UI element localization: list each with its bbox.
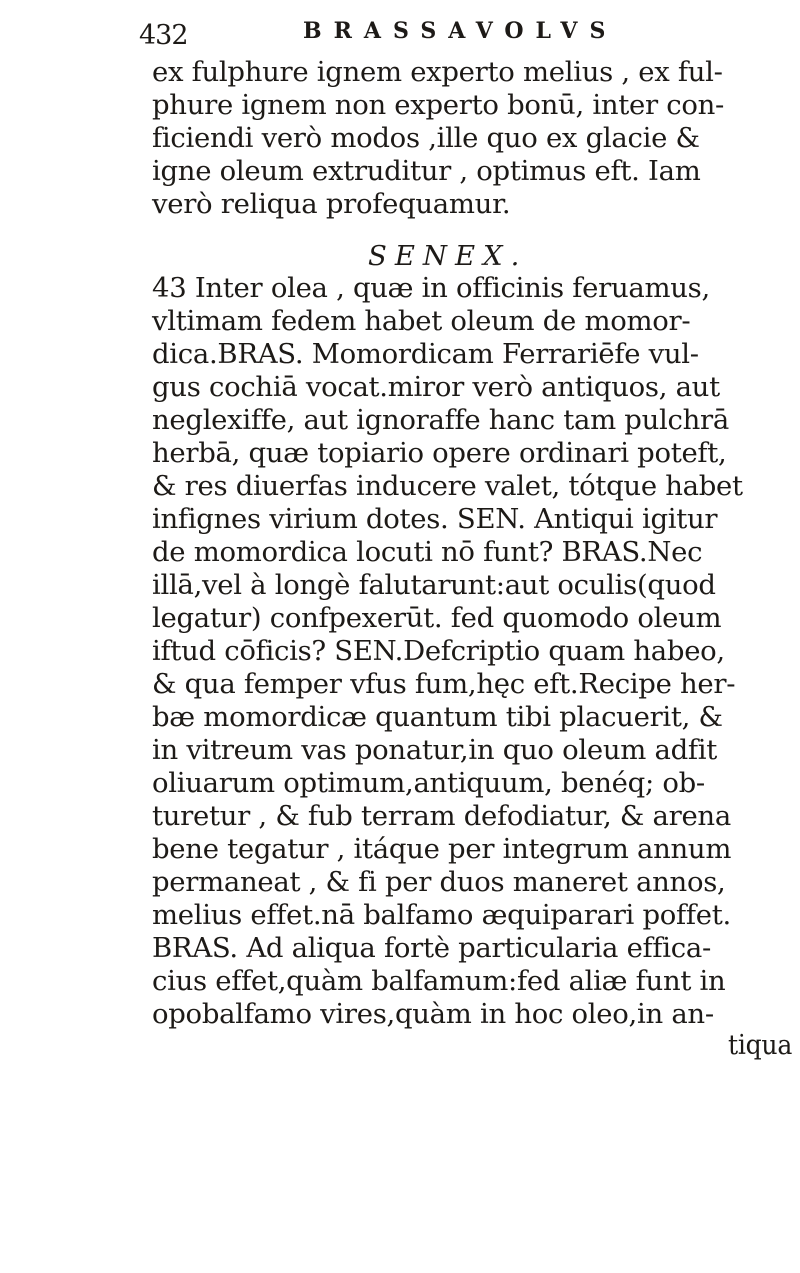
text-line: melius effet.nā balfamo æquiparari poffet. xyxy=(152,899,731,931)
text-line: bæ momordicæ quantum tibi placuerit, & xyxy=(152,701,723,733)
text-line: cius effet,quàm balfamum:fed aliæ funt in xyxy=(152,965,726,997)
text-line: gus cochiā vocat.miror verò antiquos, aut xyxy=(152,371,720,403)
text-line: BRAS. Ad aliqua fortè particularia effica- xyxy=(152,932,711,964)
text-line: verò reliqua profequamur. xyxy=(152,188,511,220)
text-line: neglexiffe, aut ignoraffe hanc tam pulchrā xyxy=(152,404,729,436)
text-line: iftud cōficis? SEN.Defcriptio quam habeo, xyxy=(152,635,725,667)
text-line: in vitreum vas ponatur,in quo oleum adfit xyxy=(152,734,717,766)
text-line: de momordica locuti nō funt? BRAS.Nec xyxy=(152,536,703,568)
text-line: opobalfamo vires,quàm in hoc oleo,in an- xyxy=(152,998,714,1030)
text-line: 43 Inter olea , quæ in officinis feruamus, xyxy=(152,272,710,304)
text-line: infignes virium dotes. SEN. Antiqui igitur xyxy=(152,503,718,535)
text-line: dica.BRAS. Momordicam Ferrariēfe vul- xyxy=(152,338,699,370)
running-title: BRASSAVOLVS xyxy=(303,18,618,44)
text-line: turetur , & fub terram defodiatur, & arena xyxy=(152,800,731,832)
text-line: illā,vel à longè falutarunt:aut oculis(quod xyxy=(152,569,716,601)
speaker-heading: SENEX. xyxy=(368,240,528,272)
text-line: igne oleum extruditur , optimus eft. Iam xyxy=(152,155,701,187)
text-line: legatur) confpexerūt. fed quomodo oleum xyxy=(152,602,722,634)
text-line: oliuarum optimum,antiquum, benéq; ob- xyxy=(152,767,705,799)
catchword: tiqua xyxy=(728,1029,793,1061)
text-line: ficiendi verò modos ,ille quo ex glacie & xyxy=(152,122,700,154)
text-line: bene tegatur , itáque per integrum annum xyxy=(152,833,732,865)
text-line: permaneat , & fi per duos maneret annos, xyxy=(152,866,726,898)
text-line: & qua femper vfus fum,hęc eft.Recipe her- xyxy=(152,668,736,700)
text-line: ex fulphure ignem experto melius , ex ful- xyxy=(152,56,723,88)
page-header xyxy=(0,18,800,58)
page-number: 432 xyxy=(139,20,188,51)
text-line: phure ignem non experto bonū, inter con- xyxy=(152,89,725,121)
text-line: herbā, quæ topiario opere ordinari poteft, xyxy=(152,437,727,469)
text-line: & res diuerfas inducere valet, tótque habet xyxy=(152,470,743,502)
text-line: vltimam fedem habet oleum de momor- xyxy=(152,305,691,337)
